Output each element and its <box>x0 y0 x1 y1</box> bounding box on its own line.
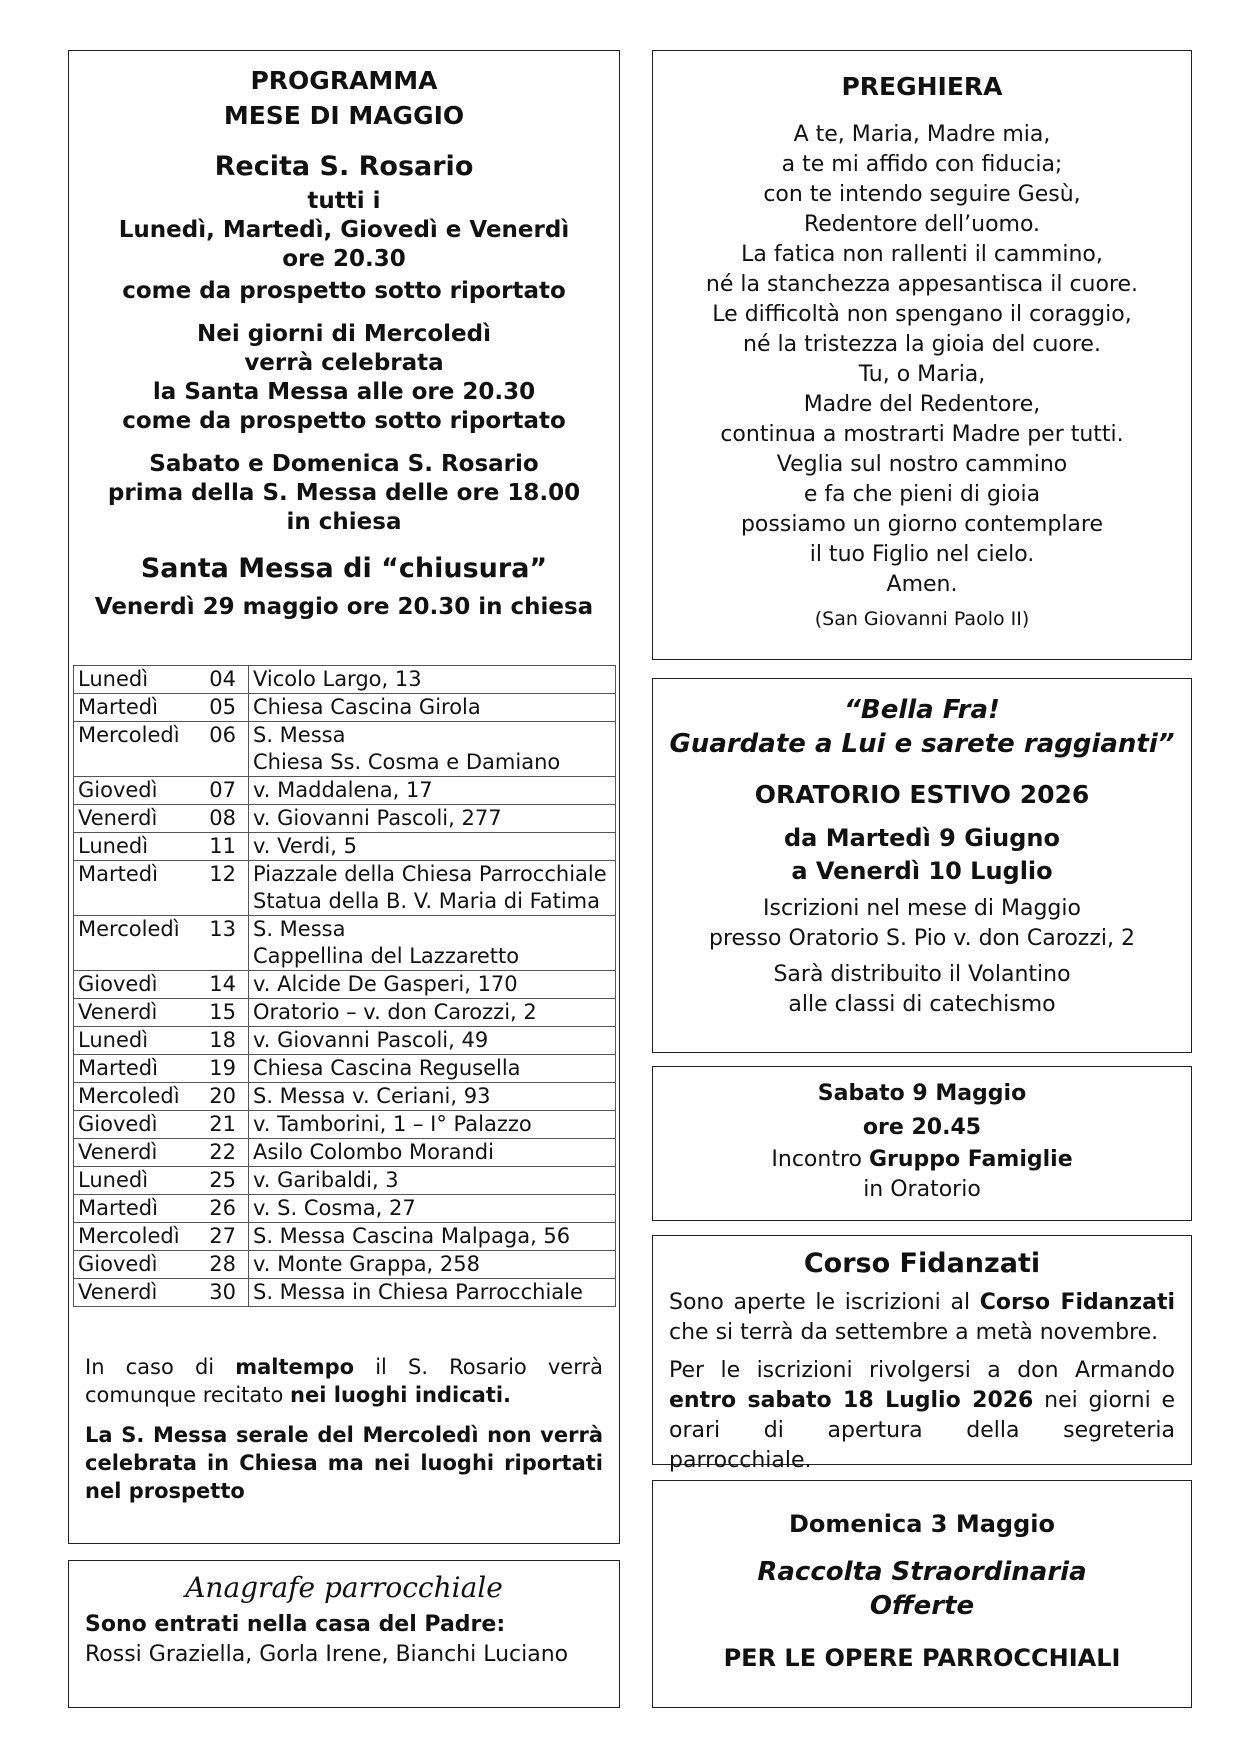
motto-line: Guardate a Lui e sarete raggianti” <box>669 729 1175 759</box>
schedule-date: 04 <box>190 666 249 694</box>
maltempo-note: In caso di maltempo il S. Rosario verrà comunque recitato nei luoghi indicati. <box>85 1355 603 1407</box>
schedule-place: v. Verdi, 5 <box>249 833 616 861</box>
schedule-day: Giovedì <box>74 971 191 999</box>
table-row <box>74 1083 616 1111</box>
table-row <box>74 1279 616 1307</box>
table-row <box>74 916 616 971</box>
famiglie-time: ore 20.45 <box>862 1115 982 1140</box>
schedule-day: Martedì <box>74 694 191 722</box>
mercoledi-line: verrà celebrata <box>244 350 444 376</box>
table-row <box>74 1195 616 1223</box>
table-row <box>74 1055 616 1083</box>
programma-title: PROGRAMMA <box>250 66 438 95</box>
schedule-date: 15 <box>190 999 249 1027</box>
schedule-place: Chiesa Cascina Regusella <box>249 1055 616 1083</box>
schedule-day: Mercoledì <box>74 1223 191 1251</box>
programma-header <box>69 63 619 133</box>
schedule-place: v. Tamborini, 1 – I° Palazzo <box>249 1111 616 1139</box>
schedule-place: v. Giovanni Pascoli, 49 <box>249 1027 616 1055</box>
corso-title: Corso Fidanzati <box>803 1248 1041 1279</box>
schedule-place: S. Messa Chiesa Ss. Cosma e Damiano <box>249 722 616 777</box>
anagrafe-names: Rossi Graziella, Gorla Irene, Bianchi Luciano <box>85 1642 569 1667</box>
schedule-day: Venerdì <box>74 999 191 1027</box>
schedule-place: v. Alcide De Gasperi, 170 <box>249 971 616 999</box>
preghiera-box <box>652 50 1192 660</box>
chiusura-section <box>69 549 619 622</box>
prayer-line: con te intendo seguire Gesù, <box>763 182 1081 207</box>
schedule-date: 27 <box>190 1223 249 1251</box>
schedule-day: Mercoledì <box>74 722 191 777</box>
schedule-date: 11 <box>190 833 249 861</box>
table-row <box>74 1167 616 1195</box>
schedule-place: Asilo Colombo Morandi <box>249 1139 616 1167</box>
table-row <box>74 777 616 805</box>
schedule-day: Mercoledì <box>74 916 191 971</box>
table-row <box>74 861 616 916</box>
table-row <box>74 1251 616 1279</box>
schedule-place: v. Monte Grappa, 258 <box>249 1251 616 1279</box>
schedule-date: 22 <box>190 1139 249 1167</box>
schedule-date: 07 <box>190 777 249 805</box>
prayer-line: Veglia sul nostro cammino <box>776 452 1068 477</box>
anagrafe-box <box>68 1560 620 1708</box>
schedule-place: S. Messa Cappellina del Lazzaretto <box>249 916 616 971</box>
oratorio-info-line: presso Oratorio S. Pio v. don Carozzi, 2 <box>709 926 1135 951</box>
schedule-day: Martedì <box>74 1055 191 1083</box>
rosario-line: ore 20.30 <box>282 246 406 272</box>
mercoledi-line: come da prospetto sotto riportato <box>122 408 566 434</box>
schedule-place: S. Messa in Chiesa Parrocchiale <box>249 1279 616 1307</box>
oratorio-info <box>653 894 1191 1020</box>
preghiera-title: PREGHIERA <box>841 72 1003 101</box>
famiglie-date: Sabato 9 Maggio <box>817 1081 1027 1106</box>
schedule-place: Chiesa Cascina Girola <box>249 694 616 722</box>
prayer-line: il tuo Figlio nel cielo. <box>809 542 1035 567</box>
table-row <box>74 1111 616 1139</box>
oratorio-dates <box>653 822 1191 888</box>
raccolta-line: Raccolta Straordinaria <box>757 1557 1087 1587</box>
rosario-line: come da prospetto sotto riportato <box>122 278 566 304</box>
famiglie-box <box>652 1066 1192 1221</box>
schedule-date: 13 <box>190 916 249 971</box>
table-row <box>74 666 616 694</box>
schedule-day: Venerdì <box>74 1139 191 1167</box>
schedule-place: v. Giovanni Pascoli, 277 <box>249 805 616 833</box>
schedule-day: Venerdì <box>74 1279 191 1307</box>
prayer-line: né la stanchezza appesantisca il cuore. <box>705 272 1139 297</box>
schedule-day: Venerdì <box>74 805 191 833</box>
schedule-day: Martedì <box>74 861 191 916</box>
motto-line: “Bella Fra! <box>844 695 1000 725</box>
weekend-line: prima della S. Messa delle ore 18.00 <box>107 480 581 506</box>
famiglie-place: in Oratorio <box>863 1177 981 1202</box>
prayer-line: continua a mostrarti Madre per tutti. <box>720 422 1124 447</box>
raccolta-purpose: PER LE OPERE PARROCCHIALI <box>723 1644 1121 1672</box>
schedule-date: 05 <box>190 694 249 722</box>
prayer-line: a te mi affido con fiducia; <box>781 152 1063 177</box>
corso-paragraph-2: Per le iscrizioni rivolgersi a don Armando entro sabato 18 Luglio 2026 nei giorni e orari di apertura della segreteria parrocchiale. <box>669 1358 1176 1473</box>
schedule-body <box>74 666 616 1307</box>
chiusura-heading: Santa Messa di “chiusura” <box>140 553 548 584</box>
prayer-line: Redentore dell’uomo. <box>803 212 1041 237</box>
oratorio-info-line: Sarà distribuito il Volantino <box>773 962 1071 987</box>
prayer-line: Amen. <box>886 572 958 597</box>
schedule-date: 26 <box>190 1195 249 1223</box>
schedule-date: 20 <box>190 1083 249 1111</box>
rosario-line: Lunedì, Martedì, Giovedì e Venerdì <box>118 217 570 243</box>
schedule-place: S. Messa Cascina Malpaga, 56 <box>249 1223 616 1251</box>
schedule-date: 25 <box>190 1167 249 1195</box>
table-row <box>74 1027 616 1055</box>
weekend-line: in chiesa <box>286 509 402 535</box>
mercoledi-line: la Santa Messa alle ore 20.30 <box>152 379 536 405</box>
oratorio-info-line: alle classi di catechismo <box>788 992 1056 1017</box>
schedule-place: Oratorio – v. don Carozzi, 2 <box>249 999 616 1027</box>
prayer-line: La fatica non rallenti il cammino, <box>741 242 1103 267</box>
schedule-date: 30 <box>190 1279 249 1307</box>
table-row <box>74 971 616 999</box>
raccolta-line: Offerte <box>869 1591 975 1621</box>
schedule-place: v. Garibaldi, 3 <box>249 1167 616 1195</box>
prayer-line: Le difficoltà non spengano il coraggio, <box>712 302 1132 327</box>
oratorio-info-line: Iscrizioni nel mese di Maggio <box>763 896 1081 921</box>
table-row <box>74 1223 616 1251</box>
raccolta-box <box>652 1480 1192 1708</box>
rosario-section <box>69 147 619 306</box>
programma-box <box>68 50 620 1544</box>
schedule-place: S. Messa v. Ceriani, 93 <box>249 1083 616 1111</box>
mercoledi-section <box>69 320 619 436</box>
schedule-day: Lunedì <box>74 833 191 861</box>
schedule-date: 06 <box>190 722 249 777</box>
table-row <box>74 1139 616 1167</box>
weekend-section <box>69 450 619 537</box>
schedule-day: Lunedì <box>74 1167 191 1195</box>
schedule-date: 28 <box>190 1251 249 1279</box>
schedule-place: Piazzale della Chiesa Parrocchiale Statua della B. V. Maria di Fatima <box>249 861 616 916</box>
prayer-line: possiamo un giorno contemplare <box>740 512 1104 537</box>
mercoledi-line: Nei giorni di Mercoledì <box>197 321 491 347</box>
famiglie-text: Incontro Gruppo Famiglie <box>771 1147 1073 1172</box>
schedule-day: Giovedì <box>74 777 191 805</box>
corso-box <box>652 1235 1192 1473</box>
chiusura-line: Venerdì 29 maggio ore 20.30 in chiesa <box>94 594 594 620</box>
schedule-date: 21 <box>190 1111 249 1139</box>
oratorio-date-start: da Martedì 9 Giugno <box>784 824 1060 852</box>
schedule-date: 19 <box>190 1055 249 1083</box>
corso-paragraph-1: Sono aperte le iscrizioni al Corso Fidanzati che si terrà da settembre a metà novembre. <box>669 1290 1176 1345</box>
prayer-author: (San Giovanni Paolo II) <box>814 608 1030 630</box>
raccolta-date: Domenica 3 Maggio <box>789 1510 1055 1538</box>
table-row <box>74 722 616 777</box>
oratorio-date-end: a Venerdì 10 Luglio <box>791 857 1053 885</box>
schedule-day: Mercoledì <box>74 1083 191 1111</box>
schedule-place: v. S. Cosma, 27 <box>249 1195 616 1223</box>
schedule-place: Vicolo Largo, 13 <box>249 666 616 694</box>
schedule-place: v. Maddalena, 17 <box>249 777 616 805</box>
oratorio-title: ORATORIO ESTIVO 2026 <box>754 780 1090 809</box>
table-row <box>74 694 616 722</box>
prayer-line: e fa che pieni di gioia <box>803 482 1041 507</box>
schedule-date: 14 <box>190 971 249 999</box>
schedule-table <box>73 665 616 1307</box>
schedule-day: Lunedì <box>74 666 191 694</box>
mercoledi-note: La S. Messa serale del Mercoledì non verrà celebrata in Chiesa ma nei luoghi riportati nel prospetto <box>85 1423 603 1503</box>
table-row <box>74 833 616 861</box>
schedule-date: 18 <box>190 1027 249 1055</box>
prayer-line: Madre del Redentore, <box>803 392 1041 417</box>
oratorio-motto <box>653 693 1191 761</box>
prayer-line: né la tristezza la gioia del cuore. <box>743 332 1101 357</box>
prayer-line: Tu, o Maria, <box>858 362 986 387</box>
notes <box>85 1353 603 1505</box>
weekend-line: Sabato e Domenica S. Rosario <box>149 451 539 477</box>
rosario-heading: Recita S. Rosario <box>214 151 474 182</box>
schedule-day: Giovedì <box>74 1251 191 1279</box>
anagrafe-subtitle: Sono entrati nella casa del Padre: <box>85 1612 506 1637</box>
table-row <box>74 999 616 1027</box>
anagrafe-title: Anagrafe parrocchiale <box>185 1571 503 1604</box>
oratorio-box <box>652 678 1192 1053</box>
programma-subtitle: MESE DI MAGGIO <box>223 101 465 130</box>
schedule-day: Lunedì <box>74 1027 191 1055</box>
prayer-line: A te, Maria, Madre mia, <box>793 122 1051 147</box>
schedule-day: Martedì <box>74 1195 191 1223</box>
rosario-line: tutti i <box>307 188 381 214</box>
table-row <box>74 805 616 833</box>
schedule-day: Giovedì <box>74 1111 191 1139</box>
schedule-date: 12 <box>190 861 249 916</box>
schedule-date: 08 <box>190 805 249 833</box>
